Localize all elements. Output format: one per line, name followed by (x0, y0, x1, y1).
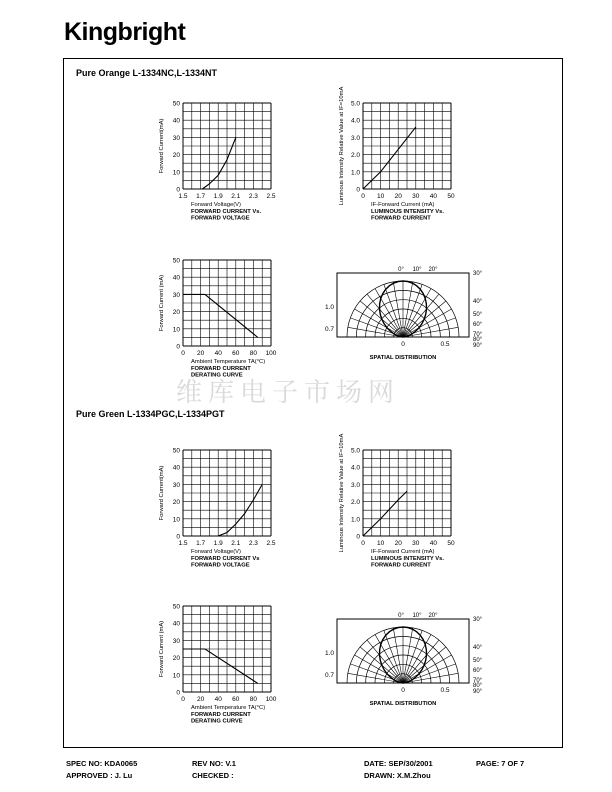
y-tick-label: 50 (172, 447, 180, 455)
radial-label: 0.7 (324, 672, 334, 679)
x-axis-label: Ambient Temperature TA(°C) (191, 359, 266, 365)
y-tick-label: 2.0 (350, 152, 360, 160)
x-tick-label: 60 (232, 696, 240, 703)
x-tick-label: 80 (249, 696, 258, 703)
chart-caption-line: DERATING CURVE (191, 718, 243, 725)
y-axis-label: Luminous Intensity Relative Value at IF=10mA (339, 433, 345, 553)
y-tick-label: 10 (172, 516, 180, 524)
y-tick-label: 20 (172, 309, 180, 317)
chart-caption-line: FORWARD VOLTAGE (191, 562, 250, 569)
chart-green-luminous-intensity-vs-current (330, 433, 470, 577)
chart-caption-line: LUMINOUS INTENSITY Vs. (371, 209, 445, 215)
chart-orange-derating-curve (150, 252, 290, 387)
angle-label: 90° (473, 343, 483, 349)
angle-label: 50° (473, 658, 483, 664)
rev-no: REV NO: V.1 (192, 759, 236, 768)
x-tick-label: 40 (429, 540, 438, 547)
radial-label: 1.0 (324, 650, 334, 657)
x-tick-label: 2.1 (231, 540, 241, 547)
approved-by: APPROVED : J. Lu (66, 771, 133, 780)
radial-label: 1.0 (324, 304, 334, 311)
x-tick-label: 20 (196, 350, 205, 357)
y-axis-label: Luminous Intensity Relative Value at IF=10mA (339, 86, 345, 206)
page-number: PAGE: 7 OF 7 (476, 759, 525, 768)
y-tick-label: 40 (172, 274, 180, 282)
chart-caption-line: FORWARD CURRENT (371, 215, 431, 222)
angle-label: 70° (473, 678, 483, 684)
chart-caption-line: FORWARD CURRENT Vs. (191, 209, 262, 215)
y-tick-label: 20 (172, 655, 180, 663)
checked-by: CHECKED : (192, 771, 234, 780)
y-tick-label: 30 (172, 637, 180, 645)
x-tick-label: 40 (214, 350, 222, 357)
x-tick-label: 10 (376, 193, 385, 200)
angle-label: 90° (473, 689, 483, 695)
y-tick-label: 10 (172, 169, 180, 177)
x-tick-label: 1.7 (196, 193, 206, 200)
x-tick-label: 60 (232, 350, 240, 357)
watermark-text: 维库电子市场网 (176, 378, 401, 408)
series-line (183, 294, 258, 337)
bottom-axis-label: 0.5 (440, 687, 450, 694)
x-tick-label: 10 (376, 540, 385, 547)
chart-caption-line: FORWARD VOLTAGE (191, 215, 250, 222)
angle-label: 30° (473, 617, 483, 623)
x-tick-label: 100 (265, 696, 277, 703)
y-tick-label: 2.0 (350, 499, 360, 507)
angle-label: 20° (428, 613, 438, 619)
y-axis-label: Forward Current(mA) (159, 465, 165, 521)
drawn-by: DRAWN: X.M.Zhou (364, 771, 431, 780)
x-tick-label: 40 (429, 193, 438, 200)
y-tick-label: 50 (172, 257, 180, 265)
x-tick-label: 0 (181, 350, 185, 357)
x-axis-label: Forward Voltage(V) (191, 202, 241, 208)
chart-caption-line: DERATING CURVE (191, 372, 243, 379)
chart-green-forward-current-vs-voltage (150, 442, 290, 577)
angle-label: 80° (473, 337, 483, 343)
chart-green-derating-curve (150, 598, 290, 733)
y-tick-label: 5.0 (350, 100, 360, 108)
kingbright-logo: Kingbright (64, 18, 186, 46)
y-tick-label: 10 (172, 672, 180, 680)
chart-orange-spatial-distribution (324, 252, 483, 372)
y-tick-label: 4.0 (350, 117, 360, 125)
angle-label: 60° (473, 322, 483, 328)
y-tick-label: 20 (172, 152, 180, 160)
bottom-axis-label: 0.5 (440, 341, 450, 348)
x-tick-label: 0 (361, 193, 365, 200)
chart-orange-forward-current-vs-voltage (150, 95, 290, 230)
y-tick-label: 30 (172, 481, 180, 489)
y-tick-label: 3.0 (350, 481, 360, 489)
section-title-green: Pure Green L-1334PGC,L-1334PGT (76, 409, 225, 419)
y-tick-label: 40 (172, 117, 180, 125)
y-axis-label: Forward Current(mA) (159, 118, 165, 174)
y-tick-label: 20 (172, 499, 180, 507)
y-tick-label: 1.0 (350, 169, 360, 177)
y-tick-label: 40 (172, 620, 180, 628)
angle-label: 30° (473, 271, 483, 277)
x-tick-label: 0 (361, 540, 365, 547)
angle-label: 0° (398, 267, 404, 273)
x-tick-label: 50 (447, 540, 455, 547)
angle-label: 80° (473, 683, 483, 689)
angle-label: 0° (398, 613, 404, 619)
x-tick-label: 1.9 (213, 193, 223, 200)
chart-caption-line: FORWARD CURRENT Vs (191, 556, 260, 562)
x-tick-label: 2.1 (231, 193, 241, 200)
x-tick-label: 20 (196, 696, 205, 703)
x-axis-label: Ambient Temperature TA(°C) (191, 705, 266, 711)
chart-caption-line: FORWARD CURRENT (371, 562, 431, 569)
radial-label: 0.7 (324, 326, 334, 333)
x-axis-label: IF-Forward Current (mA) (371, 202, 435, 208)
y-tick-label: 30 (172, 291, 180, 299)
y-tick-label: 5.0 (350, 447, 360, 455)
series-line (363, 491, 407, 536)
x-axis-label: Forward Voltage(V) (191, 549, 241, 555)
angle-label: 10° (412, 267, 422, 273)
y-axis-label: Forward Current (mA) (159, 620, 165, 678)
y-tick-label: 40 (172, 464, 180, 472)
y-axis-label: Forward Current (mA) (159, 274, 165, 332)
angle-label: 70° (473, 332, 483, 338)
x-tick-label: 30 (412, 540, 420, 547)
chart-green-spatial-distribution (324, 598, 483, 718)
x-tick-label: 0 (181, 696, 185, 703)
y-tick-label: 0 (356, 186, 360, 194)
angle-label: 20° (428, 267, 438, 273)
x-tick-label: 2.3 (248, 540, 258, 547)
chart-caption-line: SPATIAL DISTRIBUTION (369, 701, 437, 707)
chart-caption-line: FORWARD CURRENT (191, 366, 251, 372)
spec-no: SPEC NO: KDA0065 (66, 759, 138, 768)
x-tick-label: 80 (249, 350, 258, 357)
bottom-axis-label: 0 (401, 687, 405, 694)
x-tick-label: 50 (447, 193, 455, 200)
y-tick-label: 50 (172, 603, 180, 611)
date: DATE: SEP/30/2001 (364, 759, 433, 768)
y-tick-label: 4.0 (350, 464, 360, 472)
y-tick-label: 30 (172, 134, 180, 142)
x-tick-label: 2.5 (266, 193, 276, 200)
bottom-axis-label: 0 (401, 341, 405, 348)
angle-label: 10° (412, 613, 422, 619)
x-tick-label: 2.3 (248, 193, 258, 200)
x-tick-label: 100 (265, 350, 277, 357)
y-tick-label: 0 (176, 533, 180, 541)
x-tick-label: 2.5 (266, 540, 276, 547)
x-tick-label: 20 (394, 193, 402, 200)
chart-caption-line: SPATIAL DISTRIBUTION (369, 355, 437, 361)
chart-caption-line: FORWARD CURRENT (191, 712, 251, 718)
y-tick-label: 3.0 (350, 134, 360, 142)
y-tick-label: 0 (176, 343, 180, 351)
x-tick-label: 40 (214, 696, 222, 703)
y-tick-label: 0 (176, 689, 180, 697)
angle-label: 40° (473, 299, 483, 305)
x-tick-label: 20 (394, 540, 402, 547)
y-tick-label: 1.0 (350, 516, 360, 524)
angle-label: 40° (473, 645, 483, 651)
y-tick-label: 0 (356, 533, 360, 541)
angle-label: 60° (473, 668, 483, 674)
section-title-orange: Pure Orange L-1334NC,L-1334NT (76, 68, 218, 78)
x-tick-label: 1.5 (178, 193, 188, 200)
y-tick-label: 0 (176, 186, 180, 194)
y-tick-label: 10 (172, 326, 180, 334)
x-tick-label: 1.5 (178, 540, 188, 547)
x-tick-label: 1.9 (213, 540, 223, 547)
x-axis-label: IF-Forward Current (mA) (371, 549, 435, 555)
chart-orange-luminous-intensity-vs-current (330, 86, 470, 230)
y-tick-label: 50 (172, 100, 180, 108)
chart-caption-line: LUMINOUS INTENSITY Vs. (371, 556, 445, 562)
x-tick-label: 30 (412, 193, 420, 200)
angle-label: 50° (473, 312, 483, 318)
x-tick-label: 1.7 (196, 540, 206, 547)
